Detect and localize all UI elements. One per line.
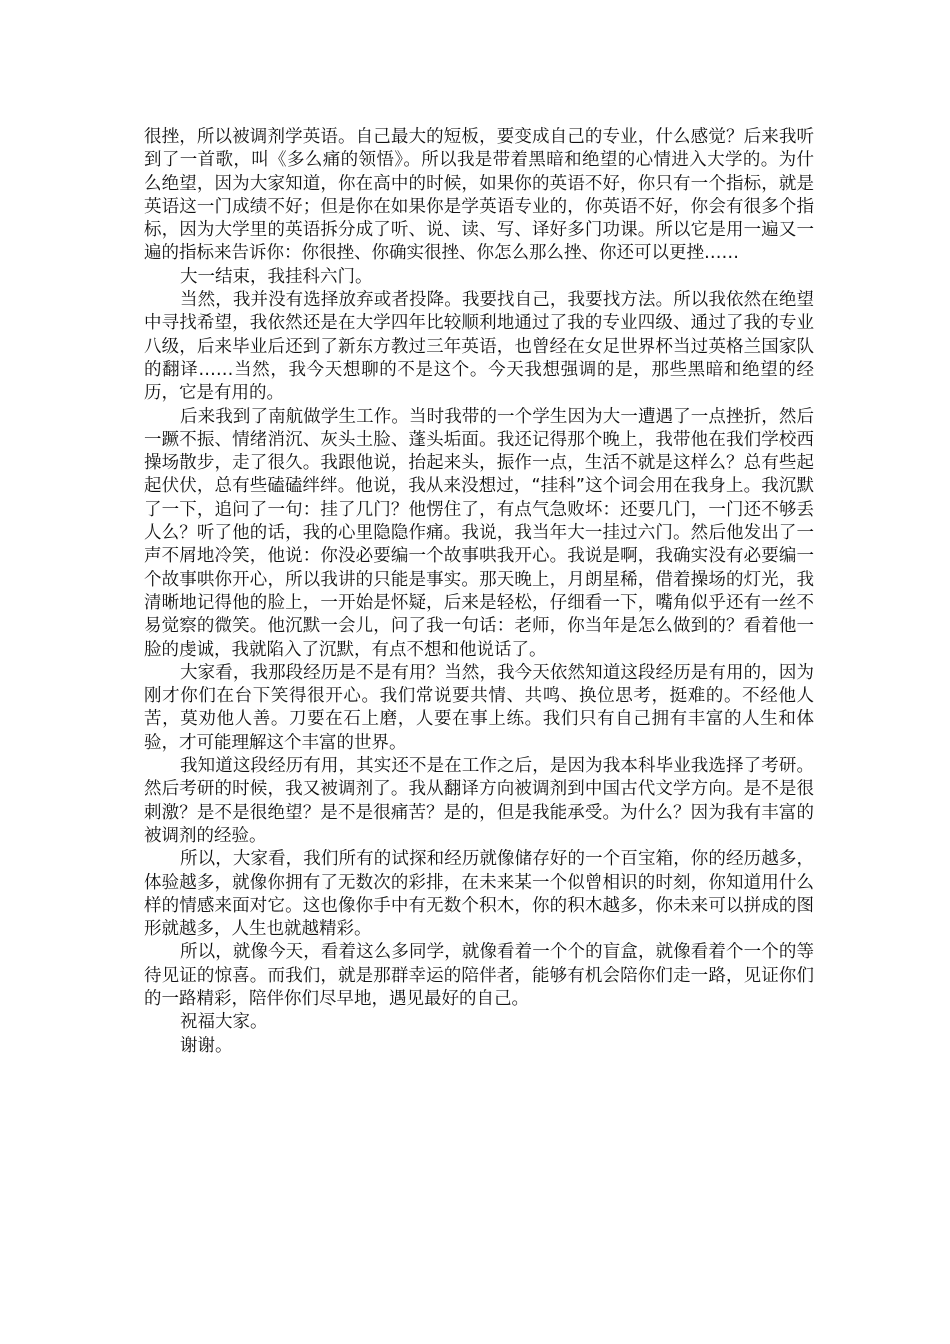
paragraph-8: 所以，就像今天，看着这么多同学，就像看着一个个的盲盒，就像看着个一个的等待见证的惊喜。而我们，就是那群幸运的陪伴者，能够有机会陪你们走一路，见证你们的一路精彩，陪伴你们尽早地，遇见最好的自己。: [144, 942, 814, 1009]
paragraph-4: 后来我到了南航做学生工作。当时我带的一个学生因为大一遭遇了一点挫折，然后一蹶不振、情绪消沉、灰头土脸、蓬头垢面。我还记得那个晚上，我带他在我们学校西操场散步，走了很久。我跟他说，抬起来头，振作一点，生活不就是这样么？总有些起起伏伏，总有些磕磕绊绊。他说，我从来没想过，“挂科”这个词会用在我身上。我沉默了一下，追问了一句：挂了几门？他愣住了，有点气急败坏：还要几门，一门还不够丢人么？听了他的话，我的心里隐隐作痛。我说，我当年大一挂过六门。然后他发出了一声不屑地冷笑，他说：你没必要编一个故事哄我开心。我说是啊，我确实没有必要编一个故事哄你开心，所以我讲的只能是事实。那天晚上，月朗星稀，借着操场的灯光，我清晰地记得他的脸上，一开始是怀疑，后来是轻松，仔细看一下，嘴角似乎还有一丝不易觉察的微笑。他沉默一会儿，问了我一句话：老师，你当年是怎么做到的？看着他一脸的虔诚，我就陷入了沉默，有点不想和他说话了。: [144, 406, 814, 660]
paragraph-2: 大一结束，我挂科六门。: [180, 266, 373, 287]
speech-body: [144, 126, 814, 1058]
paragraph-thanks: 谢谢。: [180, 1035, 233, 1056]
paragraph-1: 很挫，所以被调剂学英语。自己最大的短板，要变成自己的专业，什么感觉？后来我听到了一首歌，叫《多么痛的领悟》。所以我是带着黑暗和绝望的心情进入大学的。为什么绝望，因为大家知道，你在高中的时候，如果你的英语不好，你只有一个指标，就是英语这一门成绩不好；但是你在如果你是学英语专业的，你英语不好，你会有很多个指标，因为大学里的英语拆分成了听、说、读、写、译好多门功课。所以它是用一遍又一遍的指标来告诉你：你很挫、你确实很挫、你怎么那么挫、你还可以更挫……: [144, 127, 814, 264]
paragraph-7: 所以，大家看，我们所有的试探和经历就像储存好的一个百宝箱，你的经历越多，体验越多，就像你拥有了无数次的彩排，在未来某一个似曾相识的时刻，你知道用什么样的情感来面对它。这也像你手中有无数个积木，你的积木越多，你未来可以拼成的图形就越多，人生也就越精彩。: [144, 849, 814, 940]
paragraph-5: 大家看，我那段经历是不是有用？当然，我今天依然知道这段经历是有用的，因为刚才你们在台下笑得很开心。我们常说要共情、共鸣、换位思考，挺难的。不经他人苦，莫劝他人善。刀要在石上磨，人要在事上练。我们只有自己拥有丰富的人生和体验，才可能理解这个丰富的世界。: [144, 662, 814, 753]
paragraph-blessing: 祝福大家。: [180, 1012, 268, 1033]
paragraph-6: 我知道这段经历有用，其实还不是在工作之后，是因为我本科毕业我选择了考研。然后考研的时候，我又被调剂了。我从翻译方向被调剂到中国古代文学方向。是不是很刺激？是不是很绝望？是不是很痛苦？是的，但是我能承受。为什么？因为我有丰富的被调剂的经验。: [144, 756, 814, 846]
paragraph-3: 当然，我并没有选择放弃或者投降。我要找自己，我要找方法。所以我依然在绝望中寻找希望，我依然还是在大学四年比较顺利地通过了我的专业四级、通过了我的专业八级，后来毕业后还到了新东方教过三年英语，也曾经在女足世界杯当过英格兰国家队的翻译……当然，我今天想聊的不是这个。今天我想强调的是，那些黑暗和绝望的经历，它是有用的。: [144, 290, 814, 404]
